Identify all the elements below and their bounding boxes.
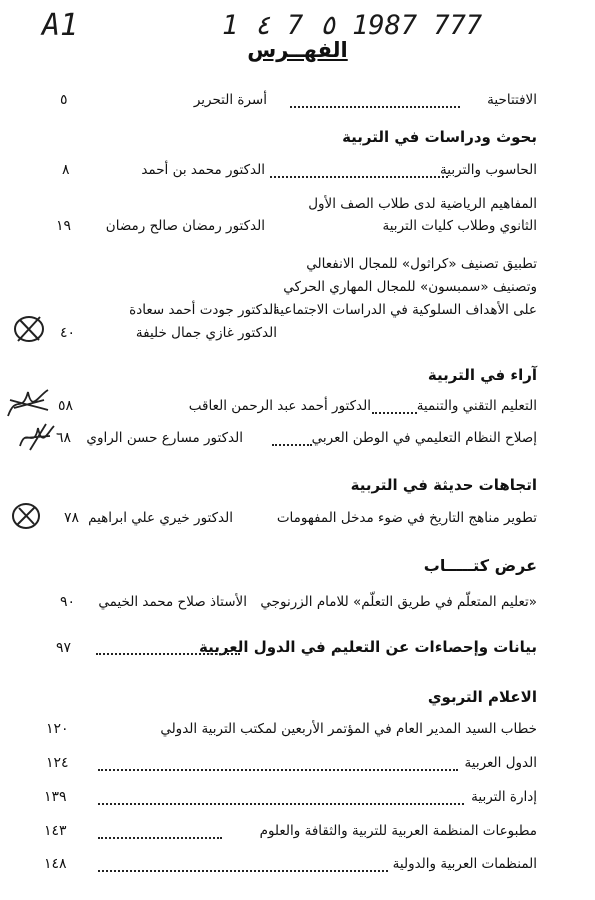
- toc-entry-page: ١٢٤: [46, 755, 69, 771]
- leader-dots: [98, 870, 388, 872]
- leader-dots: [98, 803, 464, 805]
- toc-entry-title: المنظمات العربية والدولية: [392, 856, 537, 872]
- toc-entry-title: الدول العربية: [464, 755, 537, 771]
- toc-entry-page: ١٤٨: [44, 856, 67, 872]
- handwritten-check-mark-icon: [12, 312, 46, 346]
- toc-entry-page: ٥: [60, 92, 68, 108]
- toc-entry-author: الدكتور خيري علي ابراهيم: [88, 510, 233, 526]
- toc-entry-title-line: على الأهداف السلوكية في الدراسات الاجتماعية..: [264, 302, 537, 318]
- leader-dots: [290, 106, 460, 108]
- toc-entry-title: مطبوعات المنظمة العربية للتربية والثقافة والعلوم: [259, 823, 537, 839]
- leader-dots: [98, 837, 222, 839]
- toc-entry-page: ١٤٣: [44, 823, 67, 839]
- section-heading-trends: اتجاهات حديثة في التربية: [350, 476, 537, 494]
- toc-entry-page: ٤٠: [60, 325, 76, 341]
- handwritten-scribble-icon: [4, 386, 52, 422]
- handwritten-scribble-icon: [16, 420, 56, 454]
- toc-entry-author: الدكتور رمضان صالح رمضان: [105, 218, 265, 234]
- toc-entry-page: ٥٨: [58, 398, 74, 414]
- toc-entry-title-line: المفاهيم الرياضية لدى طلاب الصف الأول: [308, 196, 537, 212]
- toc-entry-page: ٦٨: [56, 430, 72, 446]
- leader-dots: [98, 769, 458, 771]
- toc-entry-author: الدكتور مسارع حسن الراوي: [86, 430, 243, 446]
- page-title: الفهــرس: [247, 38, 348, 62]
- handwritten-numbers: 1 ٤ 7 ٥ 1987 777: [222, 10, 483, 41]
- toc-entry-title-line: الثانوي وطلاب كليات التربية: [382, 218, 537, 234]
- toc-entry-title-line: وتصنيف «سمبسون» للمجال المهاري الحركي: [283, 279, 537, 295]
- toc-entry-page: ١٢٠: [46, 721, 69, 737]
- handwritten-code: A1: [42, 8, 79, 43]
- toc-entry-page: ١٩: [56, 218, 72, 234]
- leader-dots: [272, 444, 312, 446]
- leader-dots: [96, 653, 240, 655]
- handwritten-check-mark-icon: [10, 500, 42, 532]
- section-heading-book-review: عرض كتـــــاب: [423, 556, 537, 575]
- toc-entry-title: الحاسوب والتربية: [440, 162, 537, 178]
- toc-entry-title: التعليم التقني والتنمية: [416, 398, 537, 414]
- toc-entry-title: تطوير مناهج التاريخ في ضوء مدخل المفهومات: [276, 510, 537, 526]
- toc-entry-author: الدكتور غازي جمال خليفة: [135, 325, 277, 341]
- toc-entry-page: ١٣٩: [44, 789, 67, 805]
- section-heading-research: بحوث ودراسات في التربية: [342, 128, 537, 146]
- toc-entry-page: ٧٨: [64, 510, 80, 526]
- toc-entry-title-line: تطبيق تصنيف «كراثول» للمجال الانفعالي: [306, 256, 537, 272]
- toc-entry-author: الدكتور جودت أحمد سعادة: [129, 302, 277, 318]
- toc-entry-page: ٨: [62, 162, 70, 178]
- toc-entry-page: ٩٧: [56, 640, 72, 656]
- toc-entry-title: إصلاح النظام التعليمي في الوطن العربي: [311, 430, 537, 446]
- toc-entry-title: إدارة التربية: [471, 789, 537, 805]
- toc-entry-title: الافتتاحية: [487, 92, 537, 108]
- toc-entry-author: الدكتور محمد بن أحمد: [141, 162, 265, 178]
- toc-entry-page: ٩٠: [60, 594, 76, 610]
- section-heading-media: الاعلام التربوي: [427, 688, 537, 706]
- leader-dots: [270, 176, 448, 178]
- section-heading-opinions: آراء في التربية: [427, 366, 537, 384]
- toc-entry-title: خطاب السيد المدير العام في المؤتمر الأربعين لمكتب التربية الدولي: [160, 721, 537, 737]
- toc-entry-title: «تعليم المتعلّم في طريق التعلّم» للامام الزرنوجي: [260, 594, 537, 610]
- toc-entry-author: الأستاذ صلاح محمد الخيمي: [98, 594, 247, 610]
- toc-entry-author: الدكتور أحمد عبد الرحمن العاقب: [188, 398, 371, 414]
- toc-entry-author: أسرة التحرير: [193, 92, 267, 108]
- section-heading-statistics: بيانات وإحصاءات عن التعليم في الدول العربية: [199, 638, 537, 656]
- leader-dots: [372, 412, 417, 414]
